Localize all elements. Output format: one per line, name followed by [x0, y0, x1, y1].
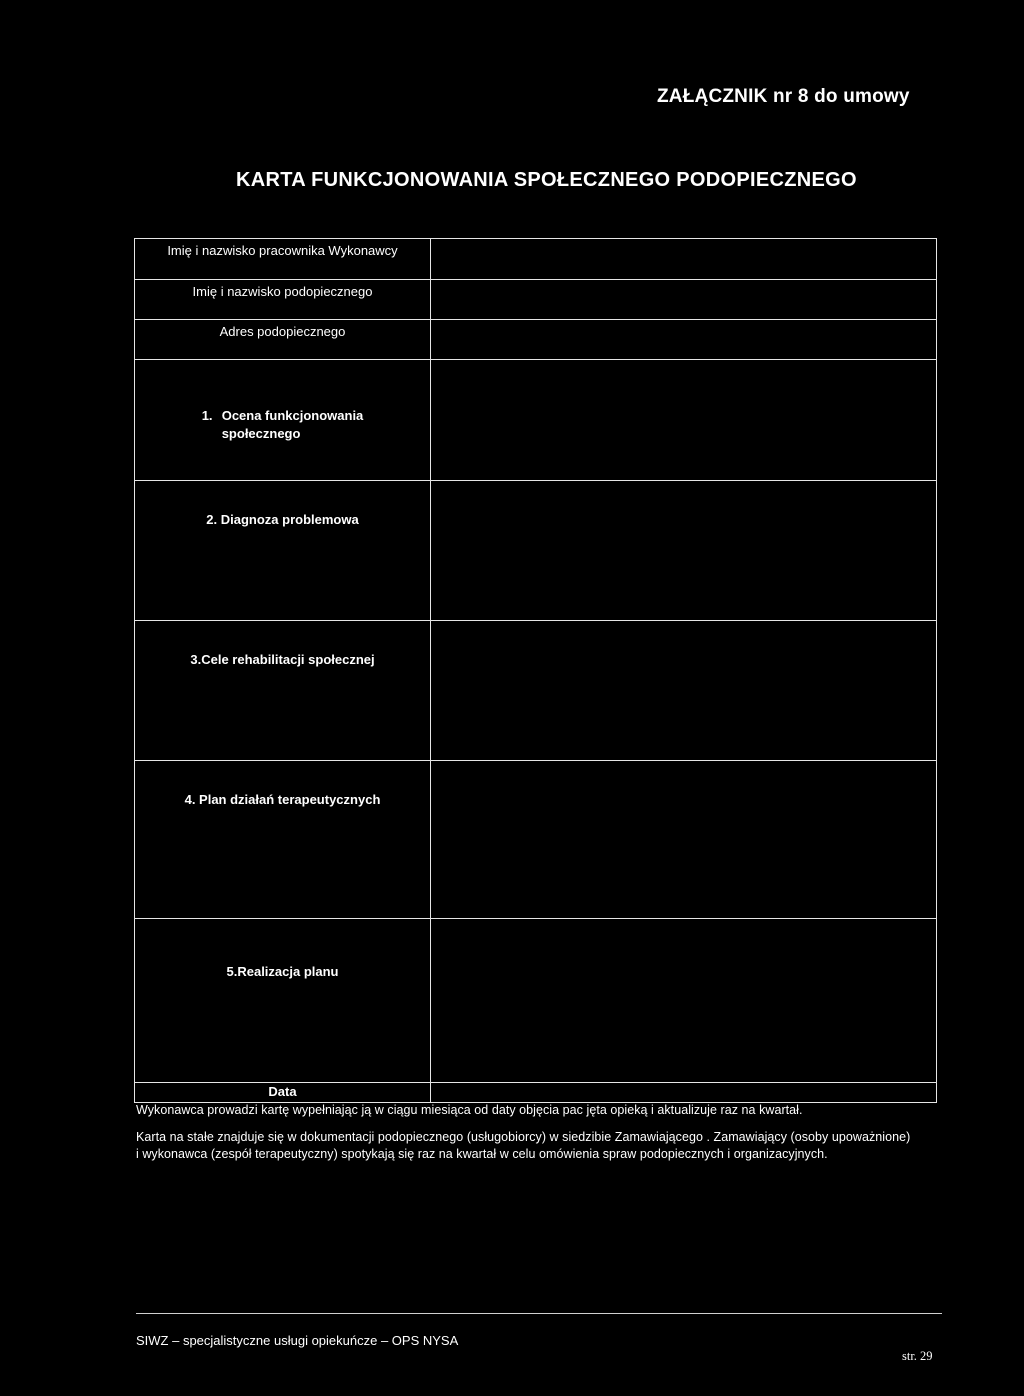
label-diagnosis: 2. Diagnoza problemowa	[206, 512, 359, 527]
field-assessment[interactable]	[431, 360, 937, 481]
field-realization[interactable]	[431, 919, 937, 1083]
label-client-name: Imię i nazwisko podopiecznego	[192, 284, 373, 299]
label-worker-name: Imię i nazwisko pracownika Wykonawcy	[167, 243, 398, 258]
label-realization: 5.Realizacja planu	[226, 964, 339, 979]
form-row-date	[135, 1083, 937, 1103]
field-diagnosis[interactable]	[431, 481, 937, 621]
page-title: KARTA FUNKCJONOWANIA SPOŁECZNEGO PODOPIECZNEGO	[236, 169, 857, 191]
form-row-goals	[135, 621, 937, 761]
footer-divider	[136, 1313, 942, 1314]
field-plan[interactable]	[431, 761, 937, 919]
form-row-plan	[135, 761, 937, 919]
form-row-diagnosis	[135, 481, 937, 621]
label-assessment-number: 1.	[201, 408, 213, 423]
form-row-client	[135, 280, 937, 320]
annex-label: ZAŁĄCZNIK nr 8 do umowy	[657, 86, 910, 107]
form-row-realization	[135, 919, 937, 1083]
field-goals[interactable]	[431, 621, 937, 761]
page-number: str. 29	[902, 1349, 933, 1363]
note-text-3: i wykonawca (zespół terapeutyczny) spotykają się raz na kwartał w celu omówienia spraw podopiecznych i organizacyjnych.	[136, 1147, 828, 1161]
form-row-address	[135, 320, 937, 360]
field-worker-name[interactable]	[431, 239, 937, 280]
form-table	[134, 238, 937, 1103]
label-assessment-line2: społecznego	[221, 426, 301, 441]
note-text-2: Karta na stałe znajduje się w dokumentacji podopiecznego (usługobiorcy) w siedzibie Zamawiającego . Zamawiający (osoby upoważnione)	[136, 1130, 911, 1144]
label-assessment-line1: Ocena funkcjonowania	[221, 408, 364, 423]
field-date[interactable]	[431, 1083, 937, 1103]
field-address[interactable]	[431, 320, 937, 360]
label-plan: 4. Plan działań terapeutycznych	[184, 792, 381, 807]
note-text-1: Wykonawca prowadzi kartę wypełniając ją w ciągu miesiąca od daty objęcia pac jęta opieką i aktualizuje raz na kwartał.	[136, 1103, 803, 1117]
footer-text: SIWZ – specjalistyczne usługi opiekuńcze – OPS NYSA	[136, 1333, 459, 1348]
label-address: Adres podopiecznego	[219, 324, 346, 339]
label-assessment	[202, 407, 364, 443]
label-goals: 3.Cele rehabilitacji społecznej	[190, 652, 375, 667]
field-client-name[interactable]	[431, 280, 937, 320]
form-row-worker	[135, 239, 937, 280]
label-date: Data	[268, 1084, 297, 1099]
form-row-assessment	[135, 360, 937, 481]
